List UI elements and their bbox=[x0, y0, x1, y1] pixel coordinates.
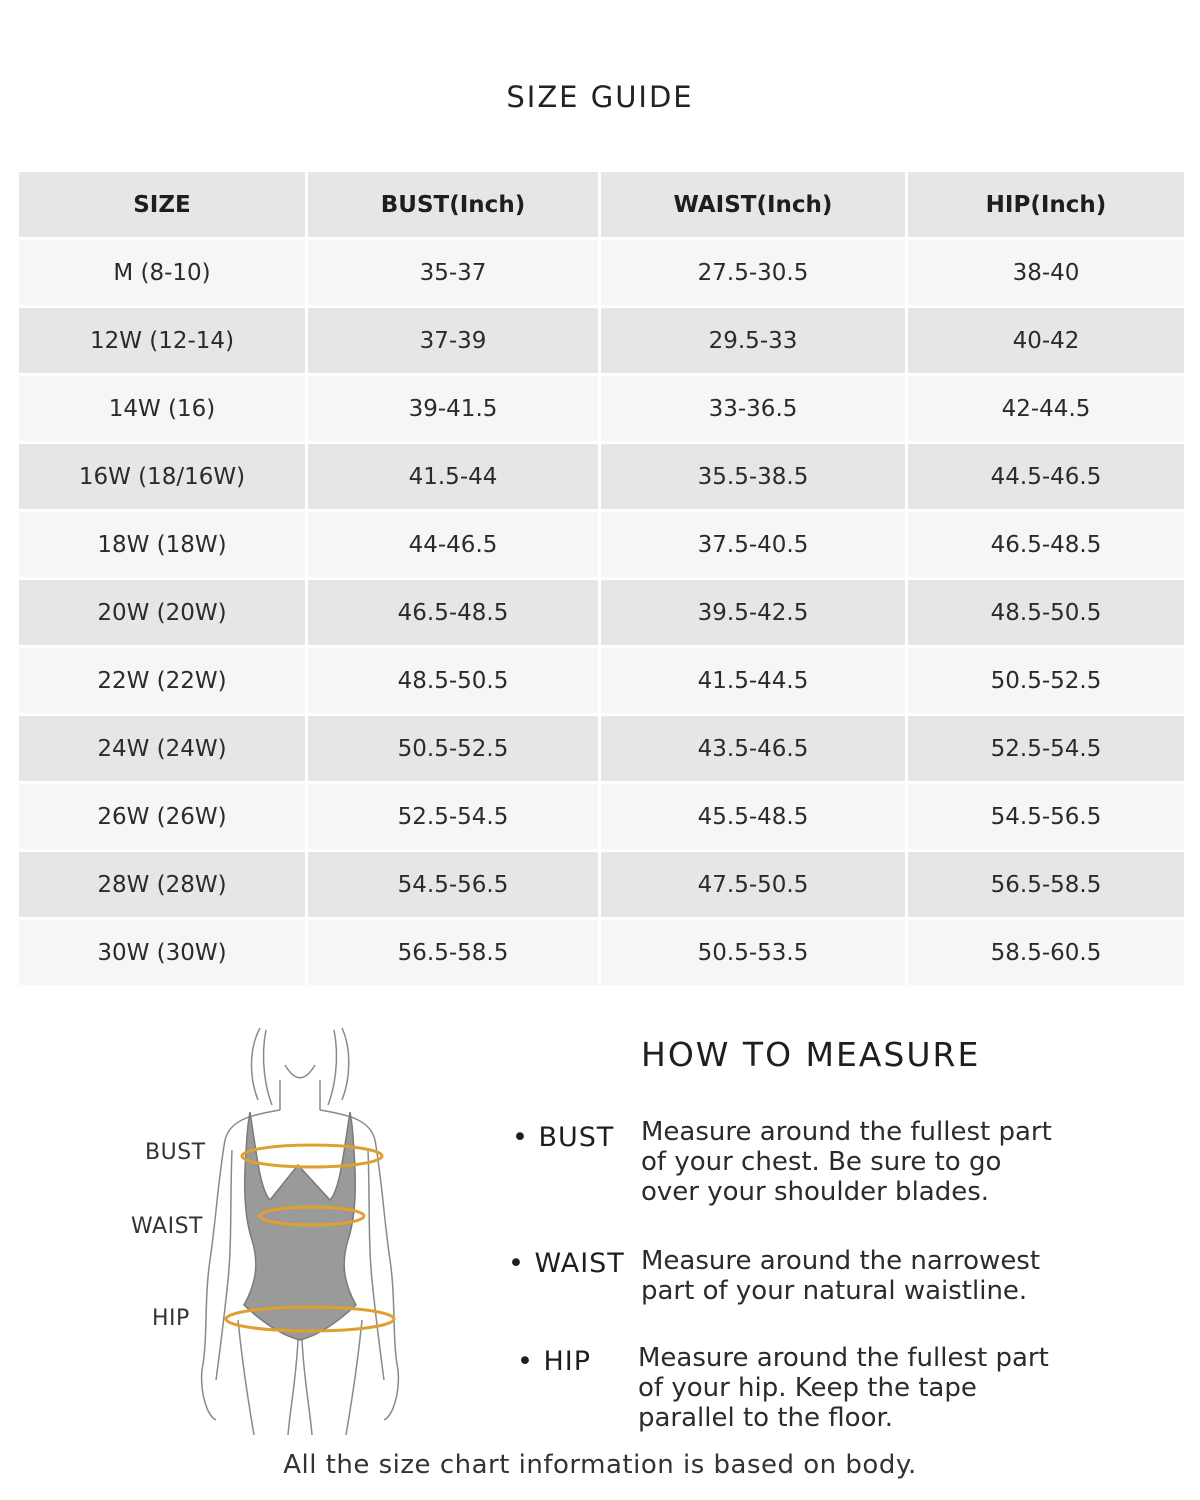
measure-text-line: of your hip. Keep the tape bbox=[638, 1373, 977, 1403]
measurement-cell: 38-40 bbox=[908, 240, 1184, 305]
measurement-cell: 27.5-30.5 bbox=[601, 240, 905, 305]
measurement-cell: 54.5-56.5 bbox=[308, 852, 598, 917]
measurement-cell: 40-42 bbox=[908, 308, 1184, 373]
size-cell: 20W (20W) bbox=[19, 580, 305, 645]
measurement-cell: 37.5-40.5 bbox=[601, 512, 905, 577]
measurement-cell: 35.5-38.5 bbox=[601, 444, 905, 509]
header-cell: BUST(Inch) bbox=[308, 172, 598, 237]
measurement-cell: 39-41.5 bbox=[308, 376, 598, 441]
header-cell: HIP(Inch) bbox=[908, 172, 1184, 237]
measurement-cell: 50.5-53.5 bbox=[601, 920, 905, 985]
measurement-cell: 50.5-52.5 bbox=[308, 716, 598, 781]
size-cell: 18W (18W) bbox=[19, 512, 305, 577]
size-cell: 14W (16) bbox=[19, 376, 305, 441]
size-cell: 26W (26W) bbox=[19, 784, 305, 849]
measure-text-line: Measure around the fullest part bbox=[641, 1117, 1052, 1147]
measurement-cell: 52.5-54.5 bbox=[908, 716, 1184, 781]
measurement-cell: 29.5-33 bbox=[601, 308, 905, 373]
measurement-cell: 46.5-48.5 bbox=[308, 580, 598, 645]
header-cell: WAIST(Inch) bbox=[601, 172, 905, 237]
measurement-cell: 41.5-44.5 bbox=[601, 648, 905, 713]
measurement-cell: 56.5-58.5 bbox=[908, 852, 1184, 917]
measure-text-bust bbox=[641, 1117, 1111, 1207]
size-cell: 12W (12-14) bbox=[19, 308, 305, 373]
size-cell: 30W (30W) bbox=[19, 920, 305, 985]
measurement-cell: 54.5-56.5 bbox=[908, 784, 1184, 849]
measure-text-hip bbox=[638, 1343, 1108, 1433]
measurement-cell: 35-37 bbox=[308, 240, 598, 305]
measurement-cell: 41.5-44 bbox=[308, 444, 598, 509]
measurement-cell: 48.5-50.5 bbox=[908, 580, 1184, 645]
figure-label-waist: WAIST bbox=[131, 1214, 203, 1239]
measurement-cell: 58.5-60.5 bbox=[908, 920, 1184, 985]
size-cell: 28W (28W) bbox=[19, 852, 305, 917]
measurement-cell: 45.5-48.5 bbox=[601, 784, 905, 849]
measurement-cell: 56.5-58.5 bbox=[308, 920, 598, 985]
figure-label-bust: BUST bbox=[145, 1140, 206, 1165]
measurement-cell: 47.5-50.5 bbox=[601, 852, 905, 917]
bust-tape bbox=[242, 1145, 382, 1167]
measurement-cell: 42-44.5 bbox=[908, 376, 1184, 441]
size-table bbox=[19, 172, 1183, 985]
measurement-cell: 50.5-52.5 bbox=[908, 648, 1184, 713]
how-to-measure-title: HOW TO MEASURE bbox=[641, 1035, 981, 1074]
measurement-cell: 39.5-42.5 bbox=[601, 580, 905, 645]
measure-text-line: parallel to the floor. bbox=[638, 1403, 894, 1433]
measure-text-line: over your shoulder blades. bbox=[641, 1177, 990, 1207]
measurement-cell: 44.5-46.5 bbox=[908, 444, 1184, 509]
size-cell: 22W (22W) bbox=[19, 648, 305, 713]
measurement-cell: 37-39 bbox=[308, 308, 598, 373]
measure-text-line: Measure around the fullest part bbox=[638, 1343, 1049, 1373]
measure-label-bust: • BUST bbox=[512, 1122, 615, 1153]
measure-text-line: Measure around the narrowest bbox=[641, 1246, 1041, 1276]
header-cell: SIZE bbox=[19, 172, 305, 237]
size-cell: 24W (24W) bbox=[19, 716, 305, 781]
measurement-cell: 46.5-48.5 bbox=[908, 512, 1184, 577]
measure-text-waist bbox=[641, 1246, 1111, 1306]
measurement-cell: 44-46.5 bbox=[308, 512, 598, 577]
measure-text-line: part of your natural waistline. bbox=[641, 1276, 1028, 1306]
measure-label-hip: • HIP bbox=[517, 1346, 592, 1377]
measurement-cell: 52.5-54.5 bbox=[308, 784, 598, 849]
footer-note: All the size chart information is based on body. bbox=[283, 1450, 917, 1480]
measurement-cell: 43.5-46.5 bbox=[601, 716, 905, 781]
size-cell: M (8-10) bbox=[19, 240, 305, 305]
measurement-cell: 48.5-50.5 bbox=[308, 648, 598, 713]
page-title: SIZE GUIDE bbox=[506, 80, 694, 114]
figure-label-hip: HIP bbox=[152, 1306, 190, 1331]
measure-text-line: of your chest. Be sure to go bbox=[641, 1147, 1002, 1177]
measurement-cell: 33-36.5 bbox=[601, 376, 905, 441]
size-cell: 16W (18/16W) bbox=[19, 444, 305, 509]
measure-label-waist: • WAIST bbox=[508, 1248, 625, 1279]
